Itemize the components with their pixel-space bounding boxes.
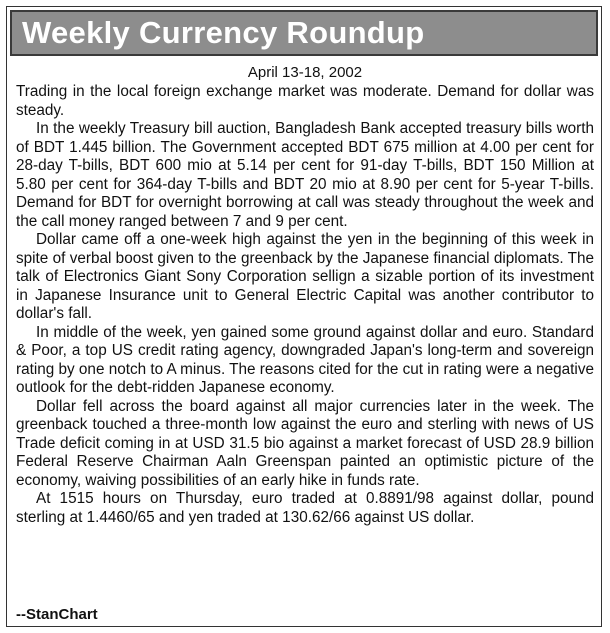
paragraph-midweek: In middle of the week, yen gained some ground against dollar and euro. Standard & Poor, a top US credit rating agency, downgraded Japan's long-term and sovereign rating by one notch to A minus. The reasons cited for the cut in rating were a negative outlook for the debt-ridden Japanese economy. xyxy=(16,323,594,396)
paragraph-intro: Trading in the local foreign exchange market was moderate. Demand for dollar was steady. xyxy=(16,83,594,119)
paragraph-dollar-yen: Dollar came off a one-week high against the yen in the beginning of this week in spite of verbal boost given to the greenback by the Japanese financial diplomats. The talk of Electronics Giant Sony Corporation sellign a sizable portion of its investment in Japanese Insurance unit to General Electric Capital was another contributor to dollar's fall. xyxy=(16,231,594,322)
article-date: April 13-18, 2002 xyxy=(247,64,363,81)
paragraph-closing-rates: At 1515 hours on Thursday, euro traded at 0.8891/98 against dollar, pound sterling at 1.4460/65 and yen traded at 130.62/66 against US dollar. xyxy=(16,490,594,526)
article-signature: --StanChart xyxy=(16,606,98,623)
article-body xyxy=(16,83,594,527)
page-title: Weekly Currency Roundup xyxy=(22,15,425,50)
header-banner xyxy=(10,10,598,56)
paragraph-dollar-fall: Dollar fell across the board against all major currencies later in the week. The greenback touched a three-month low against the euro and sterling with news of US Trade deficit coming in at USD 31.5 bio against a market forecast of USD 28.9 billion Federal Reserve Chairman Aaln Greenspan painted an optimistic picture of the economy, waiving possibilities of an early hike in funds rate. xyxy=(16,397,594,489)
paragraph-tbill-auction: In the weekly Treasury bill auction, Bangladesh Bank accepted treasury bills worth of BDT 1.445 billion. The Government accepted BDT 675 million at 4.00 per cent for 28-day T-bills, BDT 600 mio at 5.14 per cent for 91-day T-bills, BDT 150 Million at 5.80 per cent for 364-day T-bills and BDT 20 mio at 8.90 per cent for 5-year T-bills. Demand for BDT for overnight borrowing at call was steady throughout the week and the call money ranged between 7 and 9 per cent. xyxy=(16,120,594,230)
